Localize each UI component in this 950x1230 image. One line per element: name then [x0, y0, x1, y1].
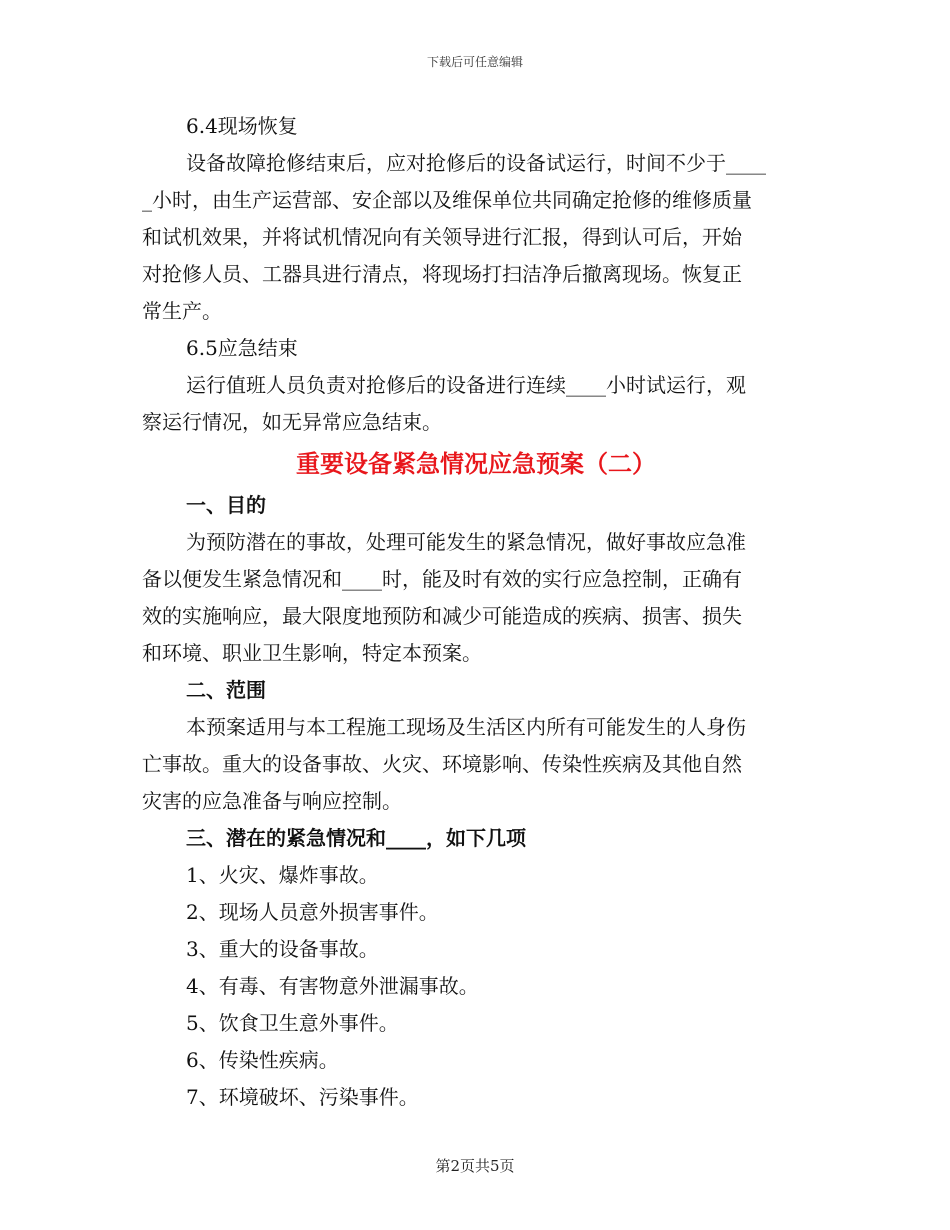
scope-line: 亡事故。重大的设备事故、火灾、环境影响、传染性疾病及其他自然 — [142, 752, 742, 776]
purpose-heading: 一、目的 — [186, 493, 266, 517]
emergency-item: 7、环境破坏、污染事件。 — [186, 1085, 419, 1109]
section-6-5-line: 运行值班人员负责对抢修后的设备进行连续____小时试运行，观 — [186, 373, 746, 397]
plan-title: 重要设备紧急情况应急预案（二） — [296, 449, 656, 478]
section-6-4-line: 常生产。 — [142, 299, 222, 323]
emergency-item: 4、有毒、有害物意外泄漏事故。 — [186, 974, 479, 998]
purpose-line: 和环境、职业卫生影响，特定本预案。 — [142, 641, 482, 665]
purpose-line: 效的实施响应，最大限度地预防和减少可能造成的疾病、损害、损失 — [142, 604, 742, 628]
section-6-4-line: _小时，由生产运营部、安企部以及维保单位共同确定抢修的维修质量 — [142, 188, 752, 212]
scope-line: 本预案适用与本工程施工现场及生活区内所有可能发生的人身伤 — [186, 715, 746, 739]
emergency-item: 5、饮食卫生意外事件。 — [186, 1011, 399, 1035]
emergency-item: 3、重大的设备事故。 — [186, 937, 379, 961]
section-6-4-heading: 6.4现场恢复 — [186, 114, 298, 138]
section-6-4-line: 对抢修人员、工器具进行清点，将现场打扫洁净后撤离现场。恢复正 — [142, 262, 742, 286]
purpose-line: 为预防潜在的事故，处理可能发生的紧急情况，做好事故应急准 — [186, 530, 746, 554]
emergencies-heading: 三、潜在的紧急情况和____，如下几项 — [186, 826, 526, 850]
scope-heading: 二、范围 — [186, 678, 266, 702]
section-6-4-line: 设备故障抢修结束后，应对抢修后的设备试运行，时间不少于____ — [186, 151, 766, 175]
page-footer: 第2页共5页 — [435, 1157, 515, 1175]
emergency-item: 6、传染性疾病。 — [186, 1048, 339, 1072]
document-body — [142, 108, 810, 1116]
scope-line: 灾害的应急准备与响应控制。 — [142, 789, 402, 813]
section-6-5-heading: 6.5应急结束 — [186, 336, 298, 360]
emergency-item: 1、火灾、爆炸事故。 — [186, 863, 379, 887]
section-6-4-line: 和试机效果，并将试机情况向有关领导进行汇报，得到认可后，开始 — [142, 225, 742, 249]
purpose-line: 备以便发生紧急情况和____时，能及时有效的实行应急控制，正确有 — [142, 567, 742, 591]
emergency-item: 2、现场人员意外损害事件。 — [186, 900, 439, 924]
section-6-5-line: 察运行情况，如无异常应急结束。 — [142, 410, 442, 434]
header-note: 下载后可任意编辑 — [426, 55, 523, 69]
